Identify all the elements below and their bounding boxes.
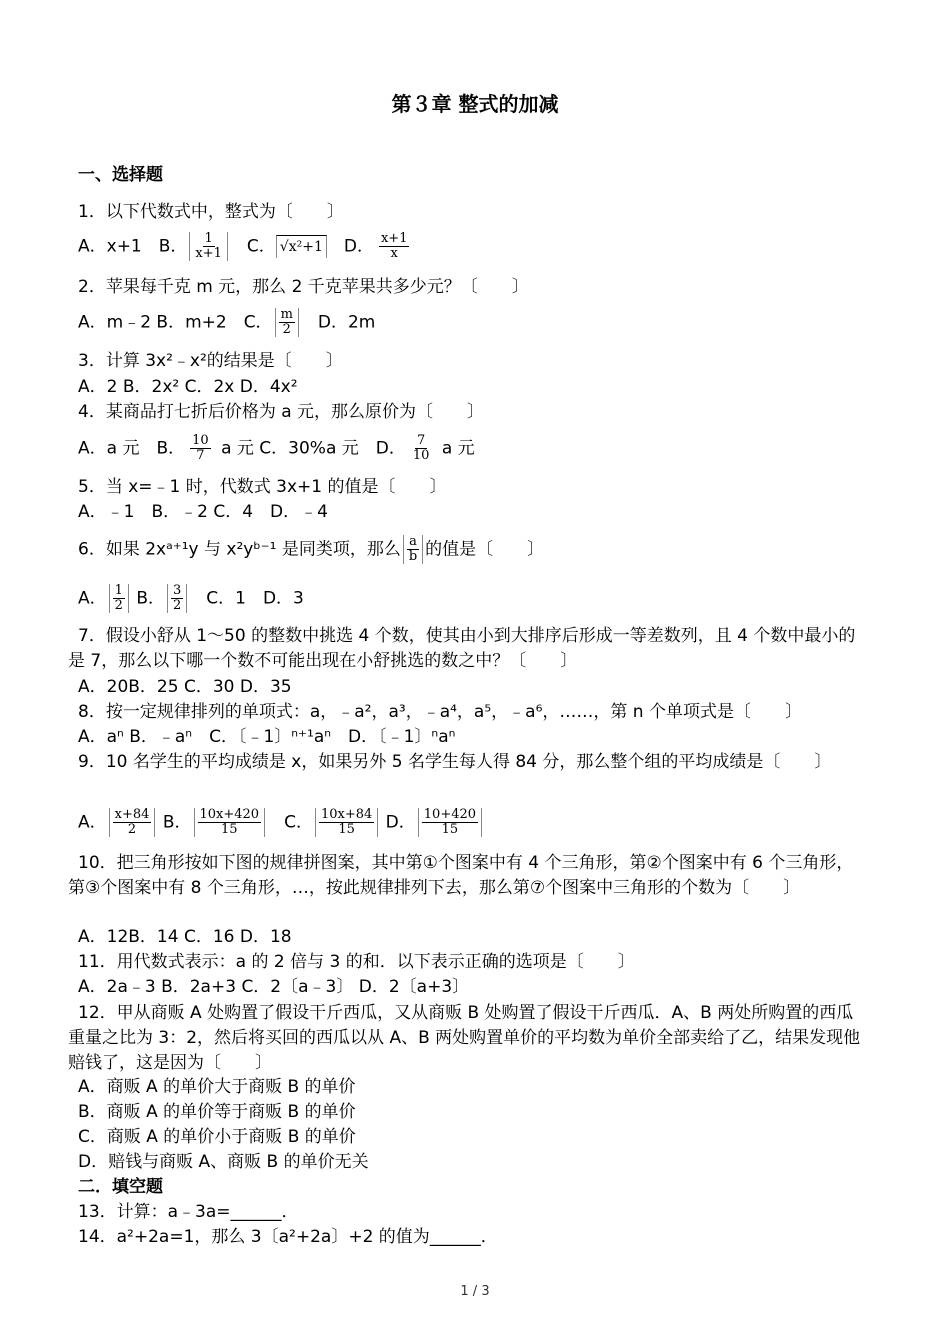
question-13: 13．计算：a﹣3a=______．	[78, 1202, 299, 1222]
question-9-options: A． $\frac{x+84}{2}$ B． $\frac{10x+420}{15}$ C． $\frac{10x+84}{15}$ D． $\frac{10+420}{15}$	[78, 808, 484, 837]
fraction: $\frac{x+1}{x}$	[380, 231, 408, 261]
fraction: $\frac{m}{2}$	[275, 308, 299, 337]
question-2-options: A．m﹣2 B．m+2 C． $\frac{m}{2}$ D．2m	[78, 307, 376, 337]
question-12-option-a: A．商贩 A 的单价大于商贩 B 的单价	[78, 1077, 356, 1097]
question-2-stem: 2．苹果每千克 m 元，那么 2 千克苹果共多少元？〔 〕	[78, 277, 529, 297]
question-12-option-b: B．商贩 A 的单价等于商贩 B 的单价	[78, 1102, 356, 1122]
section-heading-choice: 一、选择题	[78, 165, 163, 185]
fraction: $\frac{10x+84}{15}$	[315, 808, 378, 837]
fraction: $\frac{1}{x+1}$	[189, 232, 228, 261]
question-8-stem: 8．按一定规律排列的单项式：a，﹣a²，a³，﹣a⁴，a⁵，﹣a⁶，……，第 n 个单项式是〔 〕	[78, 702, 802, 722]
fraction: $\frac{3}{2}$	[167, 584, 187, 613]
question-11-options: A．2a﹣3 B．2a+3 C．2〔a﹣3〕 D．2〔a+3〕	[78, 977, 470, 997]
fraction: $\frac{a}{b}$	[403, 535, 423, 564]
question-6-options: A． $\frac{1}{2}$ B． $\frac{3}{2}$ C．1 D．3	[78, 583, 304, 613]
fraction: $\frac{10x+420}{15}$	[194, 808, 266, 837]
question-14: 14．a²+2a=1，那么 3〔a²+2a〕+2 的值为______．	[78, 1227, 498, 1247]
question-4-stem: 4．某商品打七折后价格为 a 元，那么原价为〔 〕	[78, 402, 485, 422]
sqrt-expression: √x²+1	[276, 235, 327, 258]
question-8-options: A．aⁿ B．﹣aⁿ C．〔﹣1〕ⁿ⁺¹aⁿ D．〔﹣1〕ⁿaⁿ	[78, 727, 456, 747]
question-10-stem: 10．把三角形按如下图的规律拼图案，其中第①个图案中有 4 个三角形，第②个图案中有 6 个三角形，第③个图案中有 8 个三角形，…，按此规律排列下去，那么第⑦个图案中三角形的个数为〔 〕	[68, 853, 854, 898]
section-heading-fill: 二．填空题	[78, 1177, 163, 1197]
question-1-options: A．x+1 B． $\frac{1}{x+1}$ C． √x²+1 D． $\frac{x+1}{x}$	[78, 232, 414, 261]
fraction: $\frac{10+420}{15}$	[418, 808, 482, 837]
fraction: $\frac{1}{2}$	[109, 584, 129, 613]
question-5-options: A．﹣1 B．﹣2 C．4 D．﹣4	[78, 502, 328, 522]
question-1-stem: 1．以下代数式中，整式为〔 〕	[78, 202, 344, 222]
page-title: 第３章 整式的加减	[391, 92, 559, 116]
question-7-stem: 7．假设小舒从 1～50 的整数中挑选 4 个数，使其由小到大排序后形成一等差数列，且 4 个数中最小的是 7，那么以下哪一个数不可能出现在小舒挑选的数之中？〔 〕	[68, 626, 856, 671]
question-12-option-d: D．赔钱与商贩 A、商贩 B 的单价无关	[78, 1152, 369, 1172]
question-3-options: A．2 B．2x² C．2x D．4x²	[78, 377, 298, 397]
question-9-stem: 9．10 名学生的平均成绩是 x，如果另外 5 名学生每人得 84 分，那么整个组的平均成绩是〔 〕	[78, 752, 832, 772]
question-10-options: A．12B．14 C．16 D．18	[78, 927, 292, 947]
page-number: 1 / 3	[460, 1284, 490, 1299]
fraction: $\frac{10}{7}$	[192, 433, 209, 463]
question-7-options: A．20B．25 C．30 D．35	[78, 677, 292, 697]
question-12-option-c: C．商贩 A 的单价小于商贩 B 的单价	[78, 1127, 356, 1147]
fraction: $\frac{7}{10}$	[412, 433, 430, 463]
question-12-stem: 12．甲从商贩 A 处购置了假设干斤西瓜，又从商贩 B 处购置了假设干斤西瓜．A、B 两处所购置的西瓜重量之比为 3：2，然后将买回的西瓜以从 A、B 两处购置单价的平均数为单价全部卖给了乙，结果发现他赔钱了，这是因为〔 〕	[68, 1003, 861, 1073]
question-6-stem: 6．如果 2xᵃ⁺¹y 与 x²yᵇ⁻¹ 是同类项，那么 $\frac{a}{b}$ 的值是〔 〕	[78, 534, 545, 564]
question-4-options: A．a 元 B． $\frac{10}{7}$ a 元 C．30%a 元 D． $\frac{7}{10}$ a 元	[78, 433, 475, 463]
fraction: $\frac{x+84}{2}$	[109, 808, 156, 837]
question-3-stem: 3．计算 3x²﹣x²的结果是〔 〕	[78, 351, 343, 371]
question-11-stem: 11．用代数式表示：a 的 2 倍与 3 的和．以下表示正确的选项是〔 〕	[78, 952, 635, 972]
question-5-stem: 5．当 x=﹣1 时，代数式 3x+1 的值是〔 〕	[78, 477, 447, 497]
